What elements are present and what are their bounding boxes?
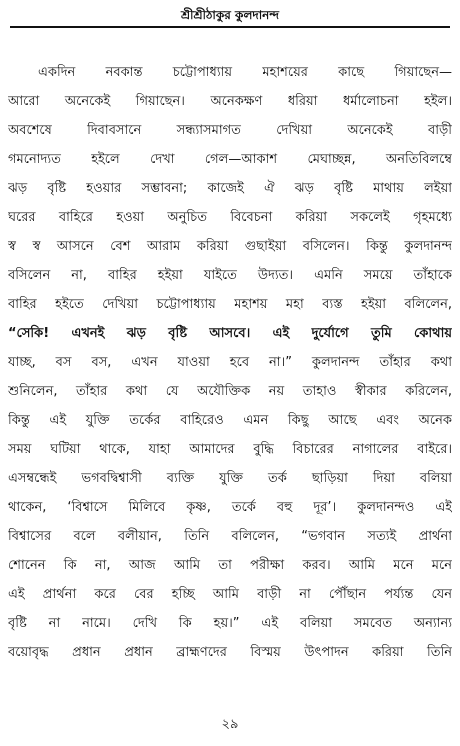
text-line: ঝড় বৃষ্টি হওয়ার সম্ভাবনা; কাজেই ঐ ঝড় বৃষ্টি মাথায় লইয়া (8, 181, 452, 196)
text-line: বিশ্বাসের বলে বলীয়ান, তিনি বলিলেন, “ভগবান সত্যই প্রার্থনা (8, 529, 452, 544)
text-line: এসম্বন্ধেই ভগবদ্বিশ্বাসী ব্যক্তি যুক্তি তর্ক ছাড়িয়া দিয়া বলিয়া (8, 471, 452, 486)
text-line: বয়োবৃদ্ধ প্রধান প্রধান ব্রাহ্মণদের বিস্ময় উৎপাদন করিয়া তিনি (8, 645, 452, 660)
text-line: থাকেন, ‘বিশ্বাসে মিলিবে কৃষ্ণ, তর্কে বহু দূর’। কুলদানন্দও এই (8, 500, 452, 515)
text-line: বসিলেন না, বাহির হইয়া যাইতে উদ্যত। এমনি সময়ে তাঁহাকে (8, 268, 452, 283)
page-number: ২৯ (221, 717, 239, 732)
text-line-quote: “সেকি! এখনই ঝড় বৃষ্টি আসবে। এই দুর্যোগে তুমি কোথায় (8, 326, 452, 341)
text-line: স্ব স্ব আসনে বেশ আরাম করিয়া গুছাইয়া বসিলেন। কিন্তু কুলদানন্দ (8, 239, 452, 254)
text-line: কিন্তু এই যুক্তি তর্কের বাহিরেও এমন কিছু আছে এবং অনেক (8, 413, 452, 428)
text-line: শুনিলেন, তাঁহার কথা যে অযৌক্তিক নয় তাহাও স্বীকার করিলেন, (8, 384, 452, 399)
text-line: সময় ঘটিয়া থাকে, যাহা আমাদের বুদ্ধি বিচারের নাগালের বাইরে। (8, 442, 452, 457)
text-line: অবশেষে দিবাবসানে সন্ধ্যাসমাগত দেখিয়া অনেকেই বাড়ী (8, 123, 452, 138)
text-line: ঘরের বাহিরে হওয়া অনুচিত বিবেচনা করিয়া সকলেই গৃহমধ্যে (8, 210, 452, 225)
text-line: বাহির হইতে দেখিয়া চট্টোপাধ্যায় মহাশয় মহা ব্যস্ত হইয়া বলিলেন, (8, 297, 452, 312)
running-header: শ্রীশ্রীঠাকুর কুলদানন্দ (10, 4, 450, 28)
body-text (8, 58, 452, 667)
text-line: একদিন নবকান্ত চট্টোপাধ্যায় মহাশয়ের কাছে গিয়াছেন— (38, 65, 452, 80)
text-line: বৃষ্টি না নামে। দেখি কি হয়।” এই বলিয়া সমবেত অন্যান্য (8, 616, 452, 631)
text-line: যাচ্ছ, বস বস, এখন যাওয়া হবে না।” কুলদানন্দ তাঁহার কথা (8, 355, 452, 370)
text-line: এই প্রার্থনা করে বের হচ্ছি আমি বাড়ী না পৌঁছান পর্য্যন্ত যেন (8, 587, 452, 602)
text-line: গমনোদ্যত হইলে দেখা গেল—আকাশ মেঘাচ্ছন্ন, অনতিবিলম্বে (8, 152, 452, 167)
text-line: আরো অনেকেই গিয়াছেন। অনেকক্ষণ ধরিয়া ধর্মালোচনা হইল। (8, 94, 452, 109)
text-line: শোনেন কি না, আজ আমি তা পরীক্ষা করব। আমি মনে মনে (8, 558, 452, 573)
